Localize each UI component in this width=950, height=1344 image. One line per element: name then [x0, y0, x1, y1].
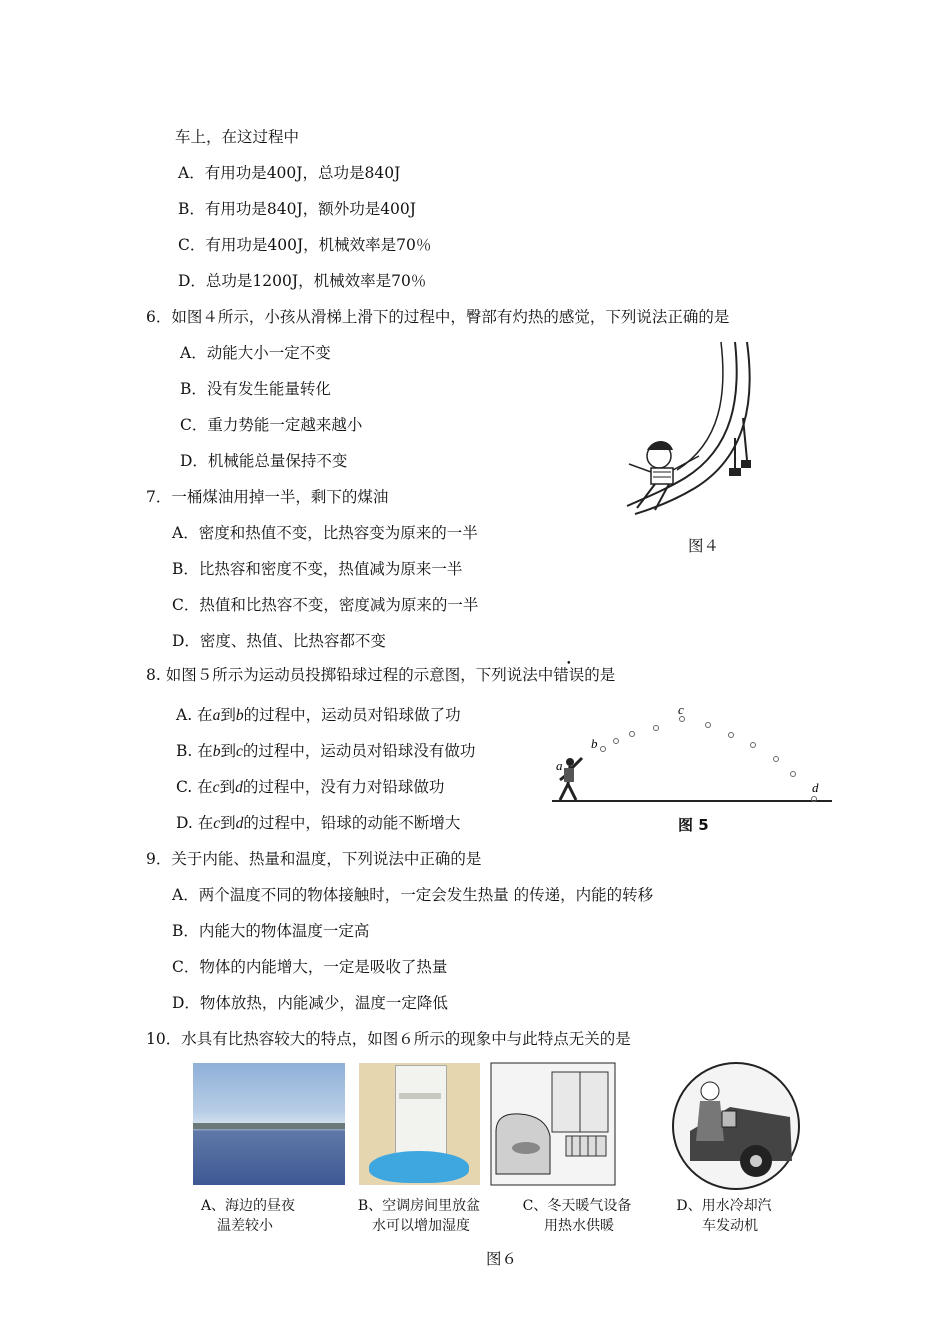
- radiator-room-illustration: [490, 1062, 616, 1186]
- figure-4-slide-illustration: [615, 338, 765, 523]
- q6-option-d: D．机械能总量保持不变: [180, 452, 348, 470]
- q9-option-a: A．两个温度不同的物体接触时，一定会发生热量 的传递，内能的转移: [172, 886, 654, 904]
- q7-option-b: B．比热容和密度不变，热值减为原来一半: [172, 560, 463, 578]
- point-label-d: d: [812, 780, 819, 795]
- point-label-a: a: [556, 758, 563, 773]
- q5-option-a: A．有用功是400J，总功是840J: [178, 164, 401, 182]
- q5-option-b: B．有用功是840J，额外功是400J: [178, 200, 416, 218]
- q8-option-d: D. 在c到d的过程中，铅球的动能不断增大: [176, 814, 461, 832]
- q7-option-c: C．热值和比热容不变，密度减为原来的一半: [172, 596, 479, 614]
- q6-option-b: B．没有发生能量转化: [180, 380, 331, 398]
- q6-option-c: C．重力势能一定越来越小: [180, 416, 363, 434]
- car-engine-cooling-illustration: [670, 1061, 802, 1191]
- q7-option-a: A．密度和热值不变，比热容变为原来的一半: [172, 524, 478, 542]
- q7-stem: 7．一桶煤油用掉一半，剩下的煤油: [146, 488, 389, 506]
- figure-5-caption: 图 5: [678, 816, 709, 834]
- q5-option-c: C．有用功是400J，机械效率是70％: [178, 236, 432, 254]
- caption-a-line2: 温差较小: [217, 1218, 273, 1234]
- point-label-b: b: [591, 736, 598, 751]
- q9-option-c: C．物体的内能增大，一定是吸收了热量: [172, 958, 448, 976]
- point-label-c: c: [678, 702, 684, 717]
- q6-stem: 6．如图４所示，小孩从滑梯上滑下的过程中，臀部有灼热的感觉，下列说法正确的是: [146, 308, 730, 326]
- figure-4-caption: 图４: [688, 537, 720, 555]
- q5-option-d: D．总功是1200J，机械效率是70％: [178, 272, 427, 290]
- q8-option-a: A. 在a到b的过程中，运动员对铅球做了功: [176, 706, 461, 724]
- caption-d-line1: D、用水冷却汽: [676, 1198, 772, 1214]
- q9-option-b: B．内能大的物体温度一定高: [172, 922, 370, 940]
- caption-b-line2: 水可以增加湿度: [372, 1218, 470, 1234]
- figure-6-caption: 图６: [486, 1250, 518, 1268]
- athlete-figure: [560, 758, 582, 800]
- q8-option-b: B. 在b到c的过程中，运动员对铅球没有做功: [176, 742, 476, 760]
- caption-a-line1: A、海边的昼夜: [200, 1198, 296, 1214]
- q7-option-d: D．密度、热值、比热容都不变: [172, 632, 386, 650]
- q8-stem: 8. 如图５所示为运动员投掷铅球过程的示意图，下列说法中错误的是: [146, 666, 616, 684]
- q8-option-c: C. 在c到d的过程中，没有力对铅球做功: [176, 778, 445, 796]
- q10-stem: 10．水具有比热容较大的特点，如图６所示的现象中与此特点无关的是: [146, 1030, 631, 1048]
- q9-option-d: D．物体放热，内能减少，温度一定降低: [172, 994, 448, 1012]
- q6-option-a: A．动能大小一定不变: [180, 344, 331, 362]
- seaside-photo: [193, 1063, 345, 1185]
- caption-c-line2: 用热水供暖: [544, 1218, 614, 1234]
- caption-b-line1: B、空调房间里放盆: [357, 1198, 481, 1214]
- q9-stem: 9．关于内能、热量和温度，下列说法中正确的是: [146, 850, 482, 868]
- q8-emphasis-text: 错误: [553, 666, 585, 684]
- figure-5-shot-put-diagram: [548, 700, 838, 810]
- q5-continuation: 车上，在这过程中: [175, 128, 300, 146]
- air-conditioner-room-photo: [359, 1063, 480, 1185]
- caption-d-line2: 车发动机: [702, 1218, 758, 1234]
- caption-c-line1: C、冬天暖气设备: [522, 1198, 632, 1214]
